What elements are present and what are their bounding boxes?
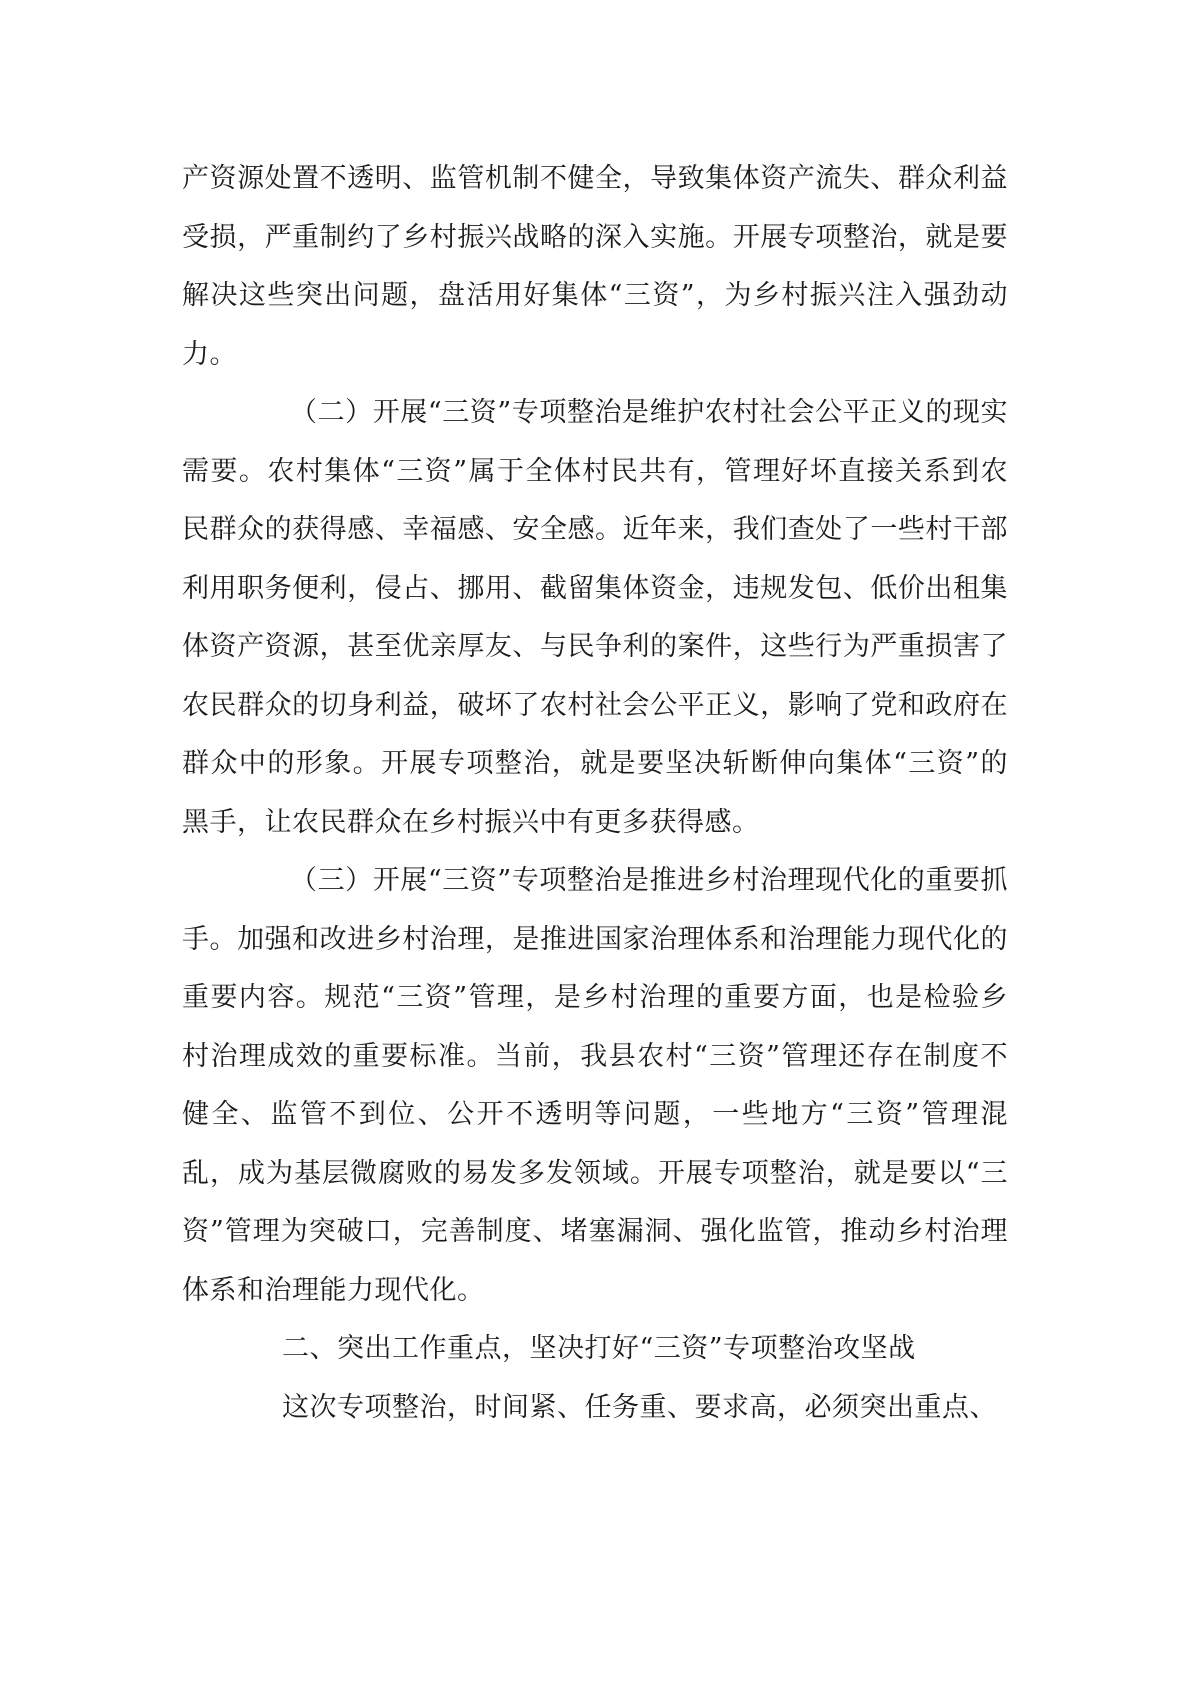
paragraph-section-two: （二）开展“三资”专项整治是维护农村社会公平正义的现实需要。农村集体“三资”属于全体村民共有，管理好坏直接关系到农民群众的获得感、幸福感、安全感。近年来，我们查处了一些村干部利用职务便利，侵占、挪用、截留集体资金，违规发包、低价出租集体资产资源，甚至优亲厚友、与民争利的案件，这些行为严重损害了农民群众的切身利益，破坏了农村社会公平正义，影响了党和政府在群众中的形象。开展专项整治，就是要坚决斩断伸向集体“三资”的黑手，让农民群众在乡村振兴中有更多获得感。 — [182, 397, 1008, 838]
document-body — [182, 150, 1008, 1437]
paragraph-continuation: 产资源处置不透明、监管机制不健全，导致集体资产流失、群众利益受损，严重制约了乡村振兴战略的深入实施。开展专项整治，就是要解决这些突出问题，盘活用好集体“三资”，为乡村振兴注入强劲动力。 — [182, 163, 1008, 370]
paragraph-section-three: （三）开展“三资”专项整治是推进乡村治理现代化的重要抓手。加强和改进乡村治理，是推进国家治理体系和治理能力现代化的重要内容。规范“三资”管理，是乡村治理的重要方面，也是检验乡村治理成效的重要标准。当前，我县农村“三资”管理还存在制度不健全、监管不到位、公开不透明等问题，一些地方“三资”管理混乱，成为基层微腐败的易发多发领域。开展专项整治，就是要以“三资”管理为突破口，完善制度、堵塞漏洞、强化监管，推动乡村治理体系和治理能力现代化。 — [182, 865, 1008, 1306]
paragraph-section-two-intro: 这次专项整治，时间紧、任务重、要求高，必须突出重点、 — [282, 1391, 997, 1423]
section-heading-two: 二、突出工作重点，坚决打好“三资”专项整治攻坚战 — [282, 1333, 916, 1364]
